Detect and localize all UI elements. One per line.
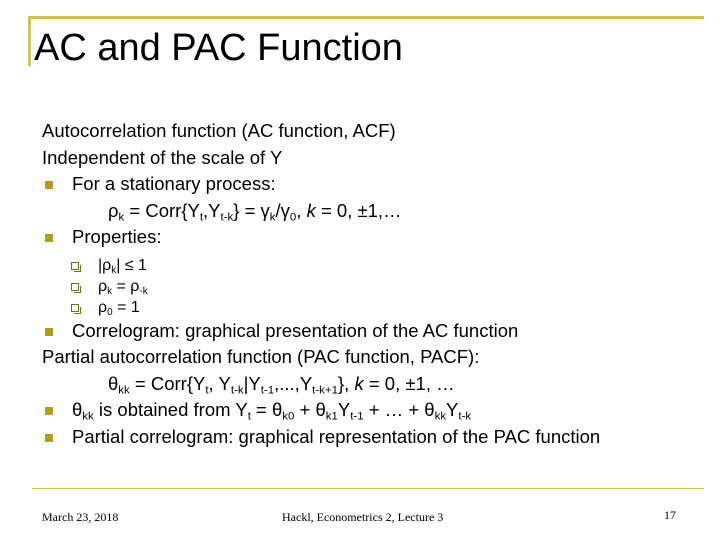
footer-lecture: Hackl, Econometrics 2, Lecture 3 (282, 510, 444, 524)
property-symmetry: $\rho_k = \rho_{-k}$ (42, 276, 702, 297)
hollow-square-bullet-icon (71, 262, 79, 270)
property-rho-zero: $\rho_0 = 1$ (42, 297, 702, 318)
properties-item (42, 224, 702, 251)
hollow-square-bullet-icon (71, 304, 79, 312)
footer-date: March 23, 2018 (42, 510, 119, 524)
independent-line: Independent of the scale of Y (42, 146, 283, 168)
slide-title: AC and PAC Function (34, 27, 403, 69)
stationary-label: For a stationary process: (72, 173, 276, 194)
property-abs-bound: $|\rho_k| \le 1$ (42, 255, 702, 276)
partial-correlogram-item (42, 424, 702, 451)
acf-formula: $\rho_k$ = $Corr\{Y_t,Y_{t-k}\} = \gamma_k/\gamma_0$, k = 0, ±1,… (108, 199, 402, 223)
square-bullet-icon (45, 234, 53, 242)
theta-kk-item: $\theta_{kk}$ is obtained from $Y_t = \theta_{k0} + \theta_{k1}Y_{t-1}$ + … + $\theta_{kk}Y_{t-k}$ (42, 397, 702, 424)
stationary-item (42, 171, 702, 198)
correlogram-item (42, 318, 702, 345)
footer-divider (32, 488, 704, 489)
square-bullet-icon (45, 181, 53, 189)
hollow-square-bullet-icon (71, 283, 79, 291)
pacf-heading: Partial autocorrelation function (PAC function, PACF): (42, 346, 480, 367)
slide-content (42, 118, 702, 450)
square-bullet-icon (45, 434, 53, 442)
pacf-formula: $\theta_{kk}$ = $Corr\{Y_t$, $Y_{t-k}|Y_{t-1},...,Y_{t-k+1}$}, k = 0, ±1, … (108, 372, 455, 396)
title-frame-left (28, 16, 31, 66)
correlogram-label: Correlogram: graphical presentation of the AC function (72, 319, 519, 341)
acf-heading: Autocorrelation function (AC function, ACF) (42, 120, 396, 141)
square-bullet-icon (45, 328, 53, 336)
title-frame-top (28, 16, 704, 19)
square-bullet-icon (45, 407, 53, 415)
properties-label: Properties: (72, 226, 162, 247)
partial-correlogram-label: Partial correlogram: graphical representation of the PAC function (72, 425, 601, 447)
page-number: 17 (664, 508, 676, 522)
